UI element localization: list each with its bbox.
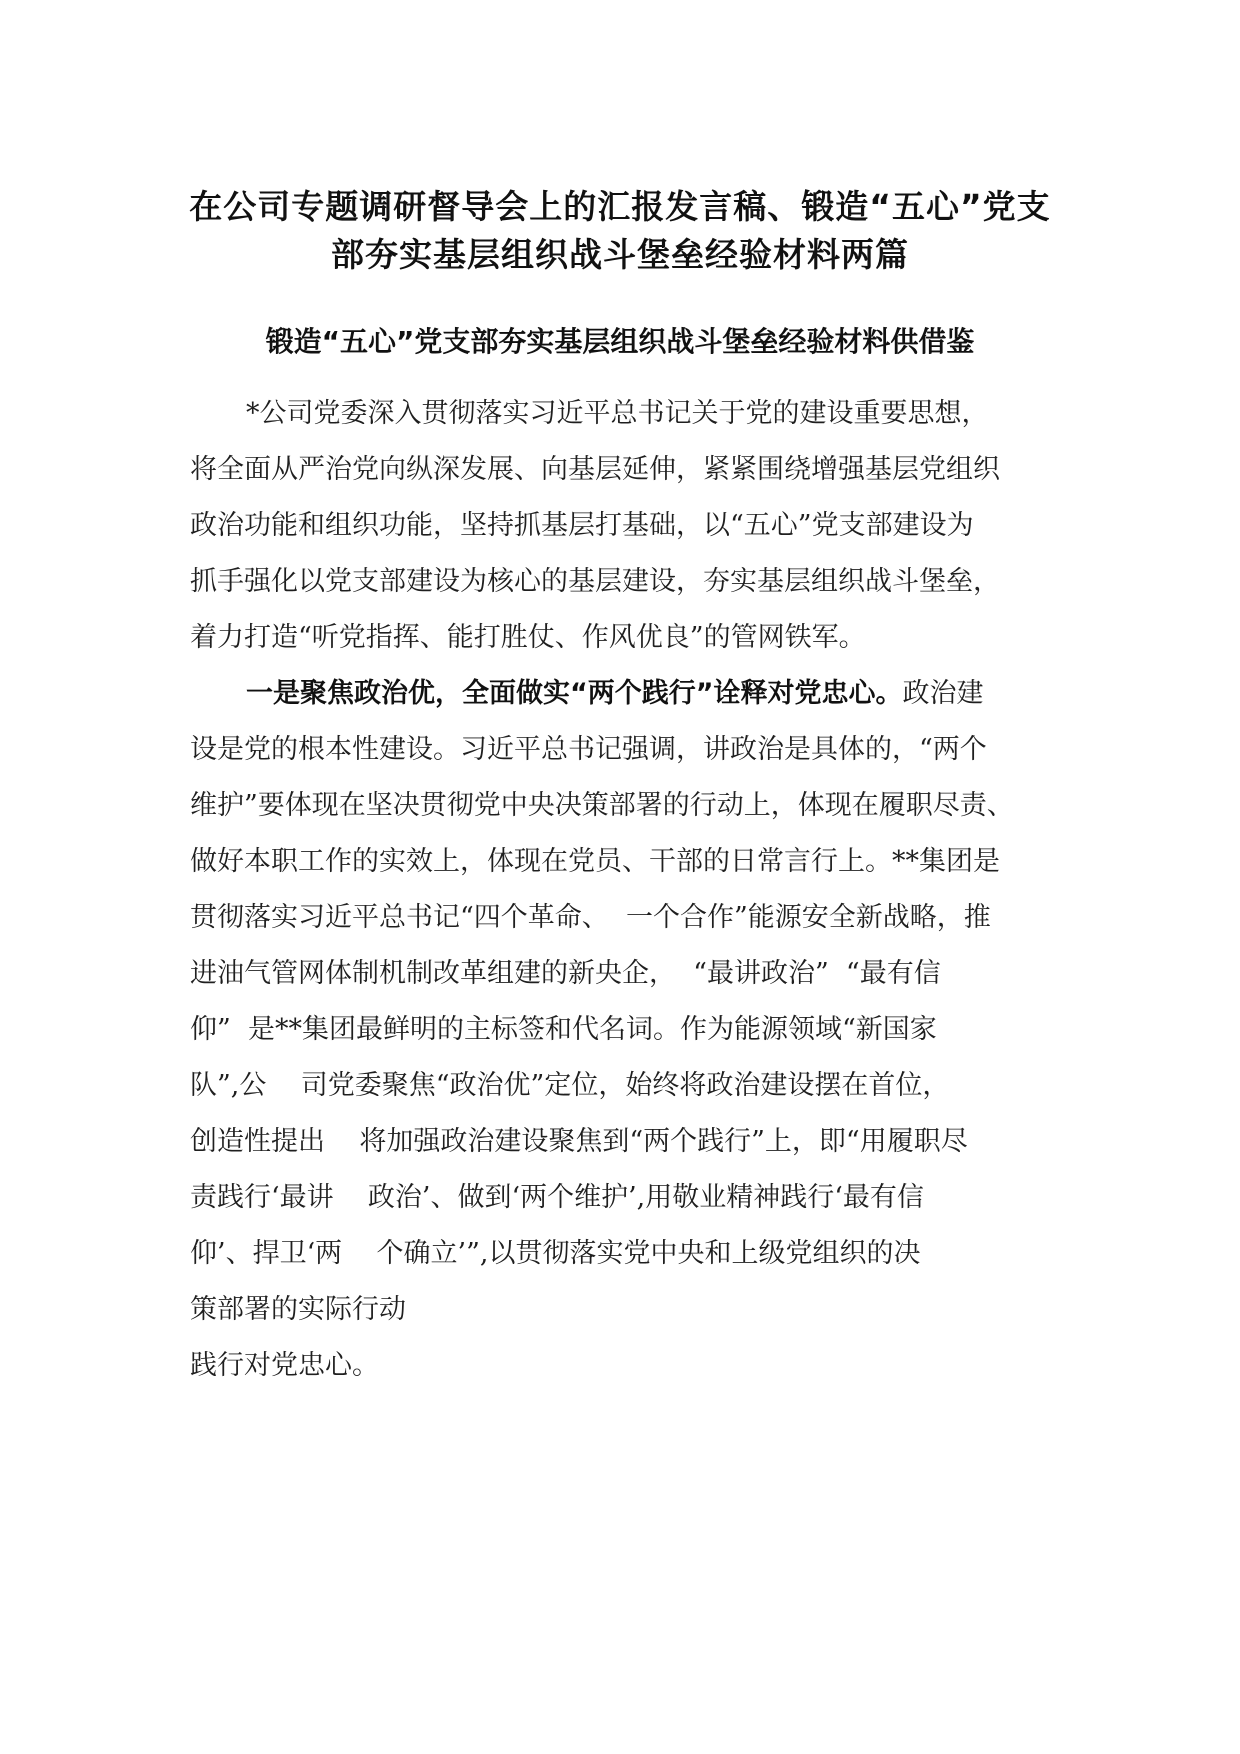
paragraph-line: 做好本职工作的实效上，体现在党员、干部的日常言行上。**集团是 — [190, 846, 1000, 877]
document-title — [150, 183, 1090, 279]
paragraph-line: 着力打造“听党指挥、能打胜仗、作风优良”的管网铁军。 — [190, 622, 866, 653]
paragraph-lead-heading: 一是聚焦政治优，全面做实“两个践行”诠释对党忠心。 — [246, 678, 903, 709]
paragraph-political — [190, 666, 1070, 1394]
paragraph-line: 设是党的根本性建设。习近平总书记强调，讲政治是具体的，“两个 — [190, 734, 987, 765]
paragraph-line: 队”,公 司党委聚焦“政治优”定位，始终将政治建设摆在首位， — [190, 1070, 950, 1101]
paragraph-line: 策部署的实际行动 — [190, 1294, 406, 1325]
paragraph-line: 仰’、捍卫‘两 个确立’”,以贯彻落实党中央和上级党组织的决 — [190, 1238, 921, 1269]
paragraph-line: *公司党委深入贯彻落实习近平总书记关于党的建设重要思想， — [246, 398, 989, 429]
paragraph-line: 仰” 是**集团最鲜明的主标签和代名词。作为能源领域“新国家 — [190, 1014, 937, 1045]
paragraph-line: 将全面从严治党向纵深发展、向基层延伸，紧紧围绕增强基层党组织 — [190, 454, 1000, 485]
title-line-2: 部夯实基层组织战斗堡垒经验材料两篇 — [331, 235, 909, 274]
paragraph-line: 政治功能和组织功能，坚持抓基层打基础，以“五心”党支部建设为 — [190, 510, 974, 541]
paragraph-line: 维护”要体现在坚决贯彻党中央决策部署的行动上，体现在履职尽责、 — [190, 790, 1014, 821]
paragraph-line: 践行对党忠心。 — [190, 1350, 379, 1381]
paragraph-line: 创造性提出 将加强政治建设聚焦到“两个践行”上，即“用履职尽 — [190, 1126, 968, 1157]
paragraph-line: 抓手强化以党支部建设为核心的基层建设，夯实基层组织战斗堡垒， — [190, 566, 1000, 597]
document-subtitle: 锻造“五心”党支部夯实基层组织战斗堡垒经验材料供借鉴 — [265, 325, 975, 358]
title-line-1: 在公司专题调研督导会上的汇报发言稿、锻造“五心”党支 — [189, 187, 1051, 226]
paragraph-lead-rest: 政治建 — [902, 678, 984, 709]
paragraph-line: 进油气管网体制机制改革组建的新央企， “最讲政治” “最有信 — [190, 958, 941, 989]
paragraph-intro — [190, 386, 1070, 666]
paragraph-first-line — [190, 666, 1070, 722]
paragraph-line: 责践行‘最讲 政治’、做到‘两个维护’,用敬业精神践行‘最有信 — [190, 1182, 924, 1213]
paragraph-line: 贯彻落实习近平总书记“四个革命、 一个合作”能源安全新战略，推 — [190, 902, 991, 933]
